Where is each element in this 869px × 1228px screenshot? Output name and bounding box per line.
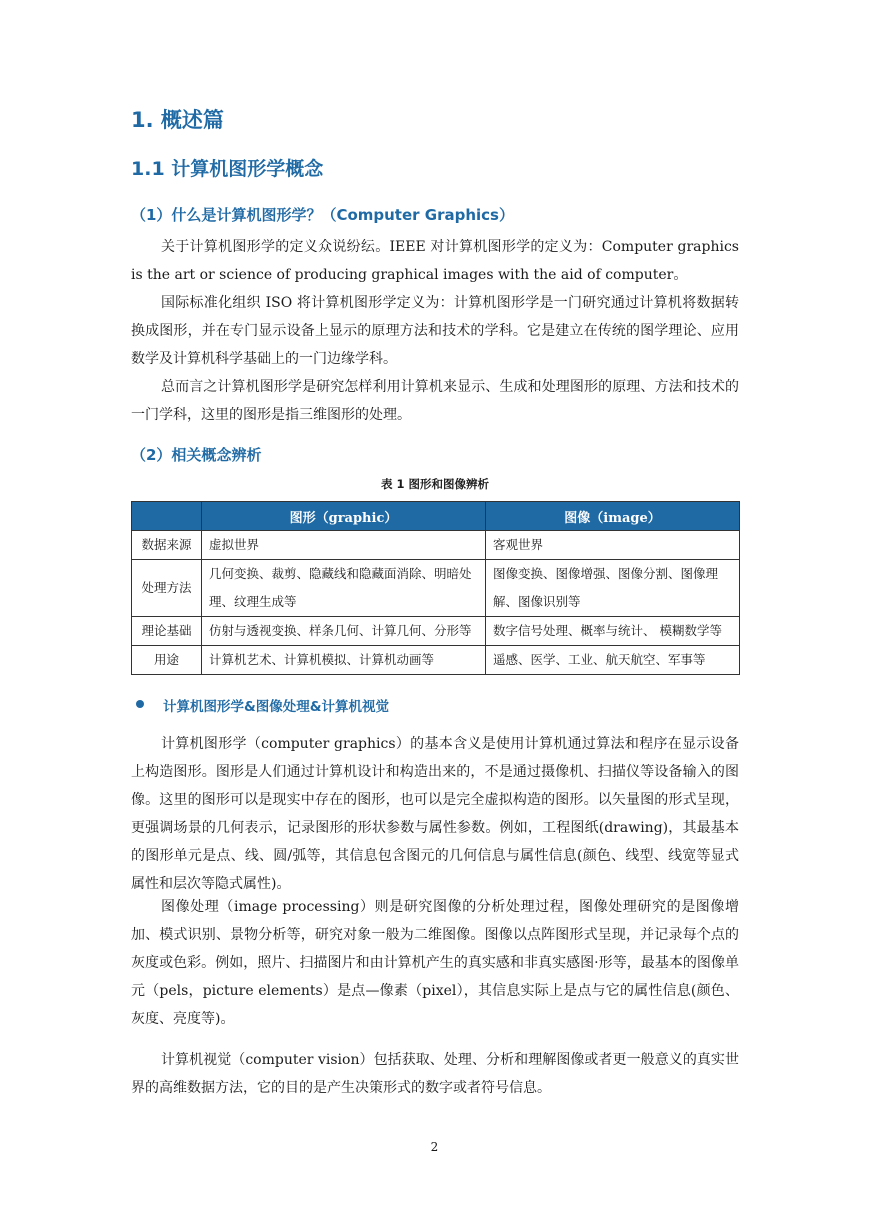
table-cell: 遥感、医学、工业、航天航空、军事等 (486, 646, 740, 675)
table-header-cell: 图像（image） (486, 502, 740, 531)
table-cell: 几何变换、裁剪、隐藏线和隐藏面消除、明暗处理、纹理生成等 (202, 560, 486, 617)
table-header-row (132, 502, 740, 531)
table-row-header: 理论基础 (132, 617, 202, 646)
table-row-header: 用途 (132, 646, 202, 675)
paragraph-computer-graphics: 计算机图形学（computer graphics）的基本含义是使用计算机通过算法和程序在显示设备上构造图形。图形是人们通过计算机设计和构造出来的，不是通过摄像机、扫描仪等设备输入的图像。这里的图形可以是现实中存在的图形，也可以是完全虚拟构造的图形。以矢量图的形式呈现，更强调场景的几何表示，记录图形的形状参数与属性参数。例如，工程图纸(drawing)，其最基本的图形单元是点、线、圆/弧等，其信息包含图元的几何信息与属性信息(颜色、线型、线宽等显式属性和层次等隐式属性)。 (131, 736, 739, 892)
subsection-heading-2: （2）相关概念辨析 (131, 446, 262, 464)
paragraph-ieee-definition: 关于计算机图形学的定义众说纷纭。IEEE 对计算机图形学的定义为：Computer graphics is the art or science of producing graphical images with the aid of computer。 (131, 239, 739, 283)
table-cell: 计算机艺术、计算机模拟、计算机动画等 (202, 646, 486, 675)
table-row (132, 560, 740, 617)
subsection-heading-1: （1）什么是计算机图形学？（Computer Graphics） (131, 206, 514, 224)
page-number: 2 (430, 1140, 439, 1154)
section-heading: 1.1 计算机图形学概念 (131, 158, 324, 180)
table-cell: 虚拟世界 (202, 531, 486, 560)
table-cell: 客观世界 (486, 531, 740, 560)
paragraph-image-processing: 图像处理（image processing）则是研究图像的分析处理过程，图像处理研究的是图像增加、模式识别、景物分析等，研究对象一般为二维图像。图像以点阵图形式呈现，并记录每个点的灰度或色彩。例如，照片、扫描图片和由计算机产生的真实感和非真实感图·形等，最基本的图像单元（pels，picture elements）是点—像素（pixel），其信息实际上是点与它的属性信息(颜色、灰度、亮度等)。 (131, 899, 739, 1027)
paragraph-iso-definition: 国际标准化组织 ISO 将计算机图形学定义为：计算机图形学是一门研究通过计算机将数据转换成图形，并在专门显示设备上显示的原理方法和技术的学科。它是建立在传统的图学理论、应用数学及计算机科学基础上的一门边缘学科。 (131, 295, 739, 367)
table-row (132, 646, 740, 675)
bullet-heading: 计算机图形学&图像处理&计算机视觉 (163, 699, 390, 715)
table-row (132, 617, 740, 646)
chapter-heading: 1. 概述篇 (131, 108, 224, 132)
table-header-cell: 图形（graphic） (202, 502, 486, 531)
paragraph-computer-vision: 计算机视觉（computer vision）包括获取、处理、分析和理解图像或者更一般意义的真实世界的高维数据方法，它的目的是产生决策形式的数字或者符号信息。 (131, 1052, 739, 1096)
paragraph-summary: 总而言之计算机图形学是研究怎样利用计算机来显示、生成和处理图形的原理、方法和技术的一门学科，这里的图形是指三维图形的处理。 (131, 379, 739, 423)
table-cell: 数字信号处理、概率与统计、 模糊数学等 (486, 617, 740, 646)
comparison-table (131, 501, 740, 675)
table-header-cell (132, 502, 202, 531)
table-row (132, 531, 740, 560)
table-row-header: 处理方法 (132, 560, 202, 617)
bullet-dot-icon (136, 700, 144, 708)
table-caption: 表 1 图形和图像辨析 (380, 477, 489, 491)
table-cell: 仿射与透视变换、样条几何、计算几何、分形等 (202, 617, 486, 646)
table-row-header: 数据来源 (132, 531, 202, 560)
table-cell: 图像变换、图像增强、图像分割、图像理解、图像识别等 (486, 560, 740, 617)
